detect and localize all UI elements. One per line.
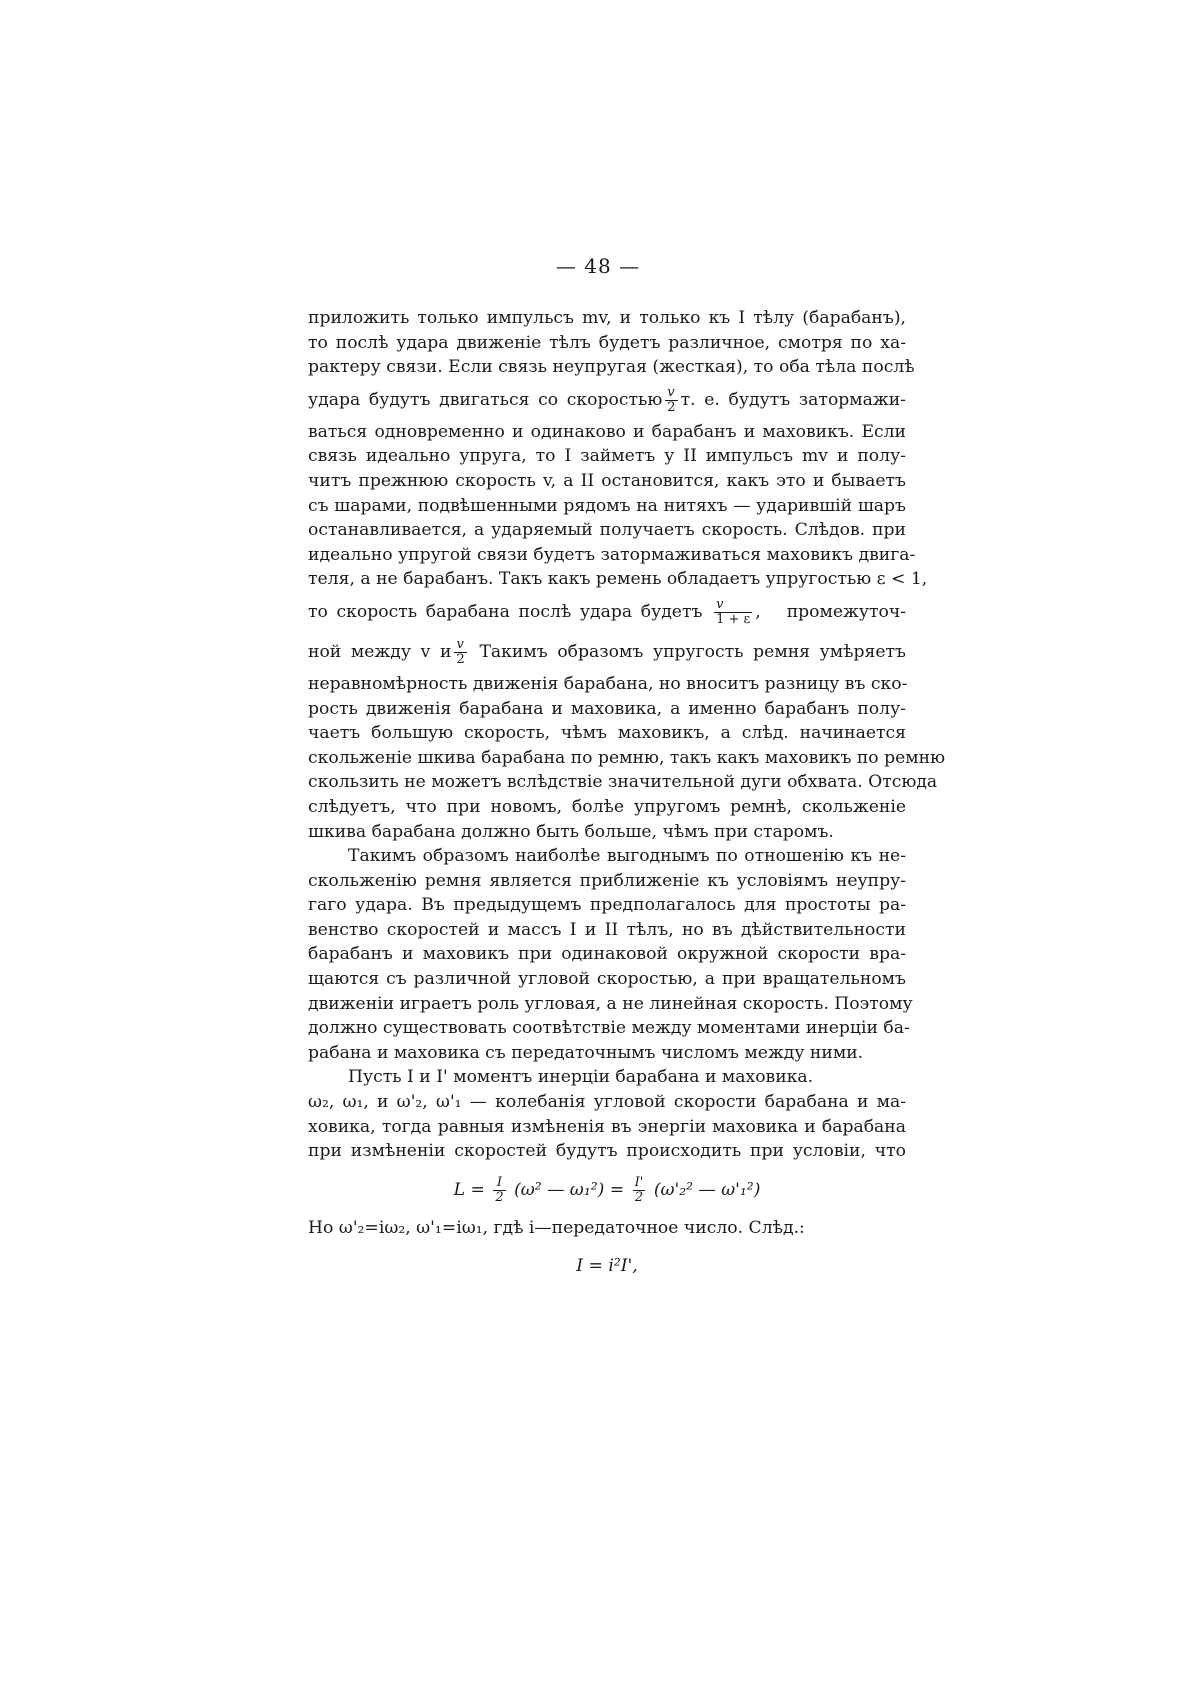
text-line: то послѣ удара движенiе тѣлъ будетъ различное, смотря по ха- <box>308 332 906 353</box>
text-fragment: Такимъ образомъ упругость ремня умѣряетъ <box>479 641 906 662</box>
text-fragment: т. е. будутъ затормажи- <box>680 389 906 410</box>
equation-term: (ω'₂² — ω'₁²) <box>653 1179 761 1200</box>
text-line: движенiи играетъ роль угловая, а не линейная скорость. Поэтому <box>308 993 913 1014</box>
text-fragment: промежуточ- <box>786 601 907 622</box>
fraction-denominator: 2 <box>456 651 465 667</box>
text-line: Пусть I и I' моментъ инерцiи барабана и маховика. <box>348 1067 814 1088</box>
text-fragment: ной между v и <box>308 641 452 662</box>
text-line: щаются съ различной угловой скоростью, а при вращательномъ <box>308 969 906 990</box>
text-line: ваться одновременно и одинаково и барабанъ и маховикъ. Если <box>308 421 906 442</box>
text-line: рактеру связи. Если связь неупругая (жесткая), то оба тѣла послѣ <box>308 357 915 378</box>
fraction-v-over-1-plus-e <box>714 598 752 627</box>
text-line-with-fraction <box>308 380 906 420</box>
text-line: останавливается, а ударяемый получаетъ скорость. Слѣдов. при <box>308 520 906 541</box>
body-text <box>308 306 946 1292</box>
energy-equation <box>308 1164 906 1216</box>
text-fragment: удара будутъ двигаться со скоростью <box>308 389 663 410</box>
text-line: теля, а не барабанъ. Такъ какъ ремень обладаетъ упругостью ε < 1, <box>308 569 928 590</box>
text-line: рабана и маховика съ передаточнымъ числомъ между ними. <box>308 1042 864 1063</box>
fraction-numerator: I' <box>634 1174 644 1190</box>
text-line-with-fraction <box>308 632 906 672</box>
fraction-denominator: 1 + ε <box>716 611 751 627</box>
fraction-numerator: I <box>493 1176 505 1191</box>
text-line: читъ прежнюю скорость v, а II остановится, какъ это и бываетъ <box>308 470 906 491</box>
fraction-denominator: 2 <box>495 1189 504 1205</box>
fraction-v-over-2 <box>665 386 677 415</box>
text-line-with-fraction: то скорость барабана послѣ удара будетъ $\frac{v}{1 + \varepsilon}$ , промежуточ- <box>308 596 907 627</box>
text-line: идеально упругой связи будетъ затормаживаться маховикъ двига- <box>308 544 916 565</box>
page-number: — 48 — <box>555 254 641 278</box>
text-line: приложить только импульсъ mv, и только къ I тѣлу (барабанъ), <box>308 308 906 328</box>
text-line: скольженiе шкива барабана по ремню, такъ какъ маховикъ по ремню <box>308 747 946 768</box>
text-line: неравномѣрность движенiя барабана, но вноситъ разницу въ ско- <box>308 673 908 694</box>
fraction-denominator: 2 <box>634 1189 644 1205</box>
text-line: Такимъ образомъ наиболѣе выгоднымъ по отношенiю къ не- <box>348 846 906 867</box>
equation-lhs: L = <box>453 1179 485 1200</box>
fraction-v-over-2 <box>454 638 466 667</box>
text-line: слѣдуетъ, что при новомъ, болѣе упругомъ ремнѣ, скольженiе <box>308 796 906 817</box>
text-line: гаго удара. Въ предыдущемъ предполагалось для простоты ра- <box>308 895 906 916</box>
text-line: ω₂, ω₁, и ω'₂, ω'₁ — колебанiя угловой скорости барабана и ма- <box>308 1092 906 1113</box>
text-line: связь идеально упруга, то I займетъ у II импульсъ mv и полу- <box>308 446 906 467</box>
text-line: шкива барабана должно быть больше, чѣмъ при старомъ. <box>308 821 834 842</box>
fraction-numerator: v <box>665 386 677 401</box>
fraction-numerator: v <box>454 638 466 653</box>
equation-term: (ω² — ω₁²) = <box>514 1179 625 1200</box>
text-line: рость движенiя барабана и маховика, а именно барабанъ полу- <box>308 698 906 719</box>
text-line: чаетъ большую скорость, чѣмъ маховикъ, а слѣд. начинается <box>308 723 906 744</box>
fraction-I-over-2 <box>493 1176 505 1205</box>
text-line: ховика, тогда равныя измѣненiя въ энергiи маховика и барабана <box>308 1116 906 1137</box>
text-line: барабанъ и маховикъ при одинаковой окружной скорости вра- <box>308 944 906 965</box>
text-line: скользить не можетъ вслѣдствiе значительной дуги обхвата. Отсюда <box>308 772 938 793</box>
fraction-I-prime-over-2 <box>633 1176 646 1205</box>
text-line: скольженiю ремня является приближенiе къ условiямъ неупру- <box>308 870 906 891</box>
fraction-denominator: 2 <box>667 399 676 415</box>
text-line: Но ω'₂=iω₂, ω'₁=iω₁, гдѣ i—передаточное число. Слѣд.: <box>308 1217 805 1238</box>
text-line: съ шарами, подвѣшенными рядомъ на нитяхъ — ударившiй шаръ <box>308 495 906 516</box>
text-line: должно существовать соотвѣтствiе между моментами инерцiи ба- <box>308 1018 910 1039</box>
text-line: венство скоростей и массъ I и II тѣлъ, но въ дѣйствительности <box>308 919 906 940</box>
text-line: при измѣненiи скоростей будутъ происходить при условiи, что <box>308 1141 906 1162</box>
text-fragment: то скорость барабана послѣ удара будетъ <box>308 601 703 622</box>
fraction-numerator: v <box>714 598 752 613</box>
final-equation: I = i²I', <box>576 1256 638 1277</box>
